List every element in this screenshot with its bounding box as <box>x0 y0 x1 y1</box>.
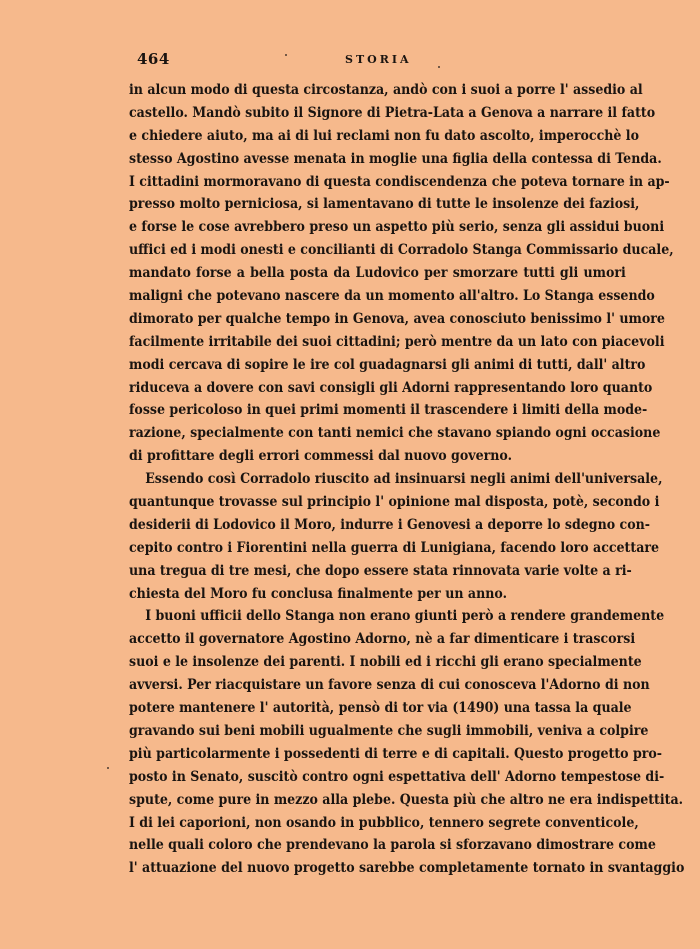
text-line: castello. Mandò subito il Signore di Pietra-Lata a Genova a narrare il fatto <box>129 104 656 121</box>
text-line: uffici ed i modi onesti e concilianti di Corradolo Stanga Commissario ducale, <box>129 242 674 259</box>
text-line: l' attuazione del nuovo progetto sarebbe completamente tornato in svantaggio <box>129 860 685 877</box>
text-line: modi cercava di sopire le ire col guadagnarsi gli animi di tutti, dall' altro <box>129 356 646 373</box>
text-line: cepito contro i Fiorentini nella guerra di Lunigiana, facendo loro accettare <box>129 539 660 556</box>
text-line: di profittare degli errori commessi dal nuovo governo. <box>129 448 512 465</box>
running-head: STORIA <box>345 53 412 66</box>
body-text <box>129 79 685 880</box>
text-line: mandato forse a bella posta da Ludovico per smorzare tutti gli umori <box>129 265 626 282</box>
text-line: quantunque trovasse sul principio l' opinione mal disposta, potè, secondo i <box>129 494 660 511</box>
text-line: presso molto perniciosa, si lamentavano di tutte le insolenze dei faziosi, <box>129 196 640 213</box>
text-line: più particolarmente i possedenti di terre e di capitali. Questo progetto pro- <box>129 745 663 762</box>
text-line: Essendo così Corradolo riuscito ad insinuarsi negli animi dell'universale, <box>145 471 663 488</box>
text-line: I buoni ufficii dello Stanga non erano giunti però a rendere grandemente <box>145 608 665 625</box>
text-line: avversi. Per riacquistare un favore senza di cui conosceva l'Adorno di non <box>129 677 650 694</box>
text-line: una tregua di tre mesi, che dopo essere stata rinnovata varie volte a ri- <box>129 562 632 579</box>
text-line: fosse pericoloso in quei primi momenti il trascendere i limiti della mode- <box>129 402 648 419</box>
text-line: razione, specialmente con tanti nemici che stavano spiando ogni occasione <box>129 425 661 442</box>
text-line: e forse le cose avrebbero preso un aspetto più serio, senza gli assidui buoni <box>129 219 665 236</box>
text-line: I cittadini mormoravano di questa condiscendenza che poteva tornare in ap- <box>129 173 670 190</box>
text-line: in alcun modo di questa circostanza, andò con i suoi a porre l' assedio al <box>129 82 643 98</box>
page-number: 464 <box>137 50 170 68</box>
text-line: chiesta del Moro fu conclusa finalmente per un anno. <box>129 585 507 602</box>
text-line: potere mantenere l' autorità, pensò di tor via (1490) una tassa la quale <box>129 700 632 717</box>
text-line: facilmente irritabile dei suoi cittadini; però mentre da un lato con piacevoli <box>129 333 665 350</box>
print-speck <box>285 54 287 56</box>
text-line: stesso Agostino avesse menata in moglie una figlia della contessa di Tenda. <box>129 150 662 167</box>
text-line: desiderii di Lodovico il Moro, indurre i Genovesi a deporre lo sdegno con- <box>129 516 651 533</box>
text-line: nelle quali coloro che prendevano la parola si sforzavano dimostrare come <box>129 837 656 854</box>
text-line: posto in Senato, suscitò contro ogni espettativa dell' Adorno tempestose di- <box>129 768 665 785</box>
text-line: spute, come pure in mezzo alla plebe. Questa più che altro ne era indispettita. <box>129 791 684 808</box>
text-line: gravando sui beni mobili ugualmente che sugli immobili, veniva a colpire <box>129 722 649 739</box>
print-speck <box>438 66 440 68</box>
text-line: riduceva a dovere con savi consigli gli Adorni rappresentando loro quanto <box>129 379 653 396</box>
text-line: dimorato per qualche tempo in Genova, avea conosciuto benissimo l' umore <box>129 310 665 327</box>
print-speck <box>107 767 109 769</box>
text-line: maligni che potevano nascere da un momento all'altro. Lo Stanga essendo <box>129 288 655 305</box>
text-line: suoi e le insolenze dei parenti. I nobili ed i ricchi gli erano specialmente <box>129 654 642 671</box>
text-line: e chiedere aiuto, ma ai di lui reclami non fu dato ascolto, imperocchè lo <box>129 127 640 144</box>
text-line: I di lei caporioni, non osando in pubblico, tennero segrete conventicole, <box>129 814 639 831</box>
text-line: accetto il governatore Agostino Adorno, nè a far dimenticare i trascorsi <box>129 631 636 648</box>
